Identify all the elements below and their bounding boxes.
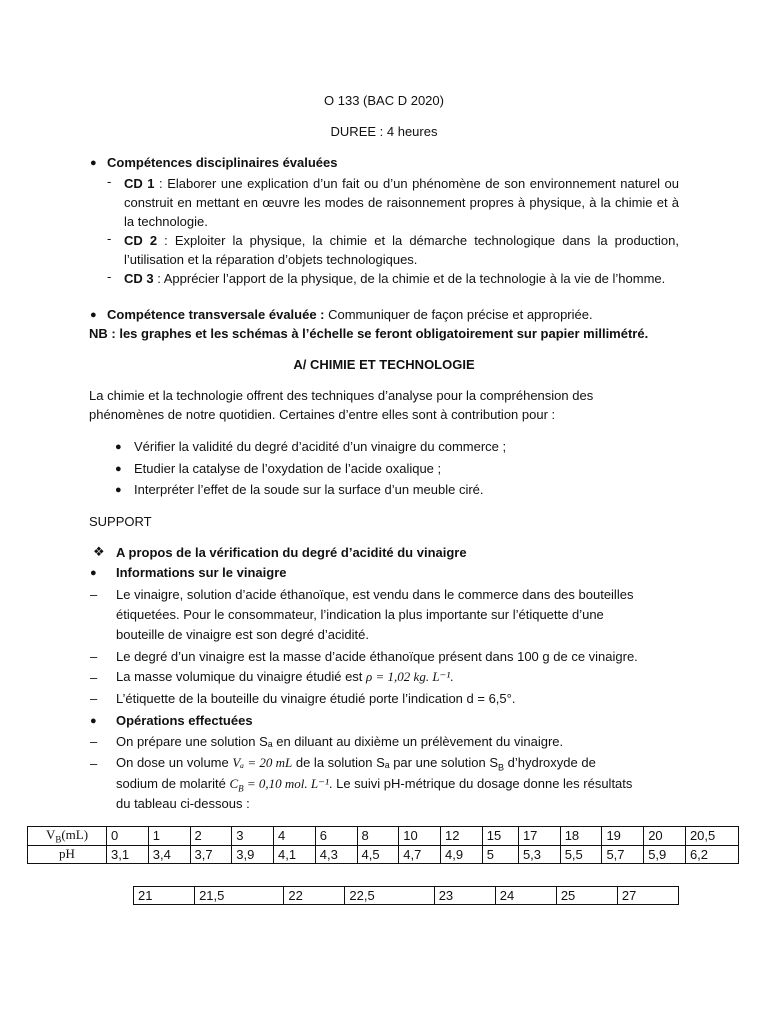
bullet-icon: ●: [115, 484, 122, 496]
table-cell-ph: 6,2: [685, 845, 738, 863]
table-cell-ph: 4,3: [315, 845, 357, 863]
objective-item: Etudier la catalyse de l’oxydation de l’acide oxalique ;: [134, 461, 442, 476]
bullet-icon: ●: [90, 567, 97, 579]
dash-icon: –: [90, 670, 98, 685]
table-cell-vb: 10: [399, 827, 441, 846]
exam-duration: DUREE : 4 heures: [330, 124, 438, 139]
competence-cd3: CD 3 : Apprécier l’apport de la physique, de la chimie et de la technologie à la vie de l’homme.: [124, 271, 666, 286]
table-cell-vb: 1: [148, 827, 190, 846]
bullet-icon: ●: [90, 715, 97, 727]
objective-item: Interpréter l’effet de la soude sur la surface d’un meuble ciré.: [134, 482, 484, 497]
dash-icon: –: [90, 691, 98, 706]
info-1-line-1: Le vinaigre, solution d’acide éthanoïque, est vendu dans le commerce dans des bouteilles: [116, 587, 634, 602]
table-cell-ph: 3,1: [107, 845, 149, 863]
table-cell-vb: 15: [482, 827, 518, 846]
dash-icon: -: [107, 174, 112, 189]
info-2: Le degré d’un vinaigre est la masse d’acide éthanoïque présent dans 100 g de ce vinaigre.: [116, 649, 638, 664]
table-cell-ph: 4,5: [357, 845, 399, 863]
table-cell-vb: 18: [560, 827, 602, 846]
table-cell-ph: 4,9: [441, 845, 483, 863]
table-cell-vb: 24: [495, 887, 556, 905]
nb-note: NB : les graphes et les schémas à l’échelle se feront obligatoirement sur papier millimétré.: [89, 326, 649, 341]
table-cell-vb: 0: [107, 827, 149, 846]
support-label: SUPPORT: [89, 514, 152, 529]
ph-header: pH: [28, 845, 107, 863]
table-cell-vb: 12: [441, 827, 483, 846]
table-cell-ph: 5,5: [560, 845, 602, 863]
bullet-icon: ●: [115, 441, 122, 453]
dash-icon: –: [90, 649, 98, 664]
titration-table: [27, 826, 739, 864]
info-4: L’étiquette de la bouteille du vinaigre étudié porte l’indication d = 6,5°.: [116, 691, 516, 706]
ops-heading: Opérations effectuées: [116, 713, 253, 728]
table-cell-vb: 20: [644, 827, 686, 846]
table-cell-vb: 20,5: [685, 827, 738, 846]
table-cell-ph: 3,9: [232, 845, 274, 863]
table-cell-vb: 27: [617, 887, 678, 905]
info-1-line-3: bouteille de vinaigre est son degré d’acidité.: [116, 627, 369, 642]
competence-cd1: CD 1 : Elaborer une explication d’un fait ou d’un phénomène de son environnement naturel ou construit en mettant en œuvre les modes de raisonnement propres à physique, à la chimie et à la technologie.: [124, 176, 679, 229]
table-cell-ph: 3,4: [148, 845, 190, 863]
exam-code: O 133 (BAC D 2020): [324, 93, 444, 108]
op-2-line-3: du tableau ci-dessous :: [116, 796, 250, 811]
dash-icon: –: [90, 734, 98, 749]
op-2-line-2: sodium de molarité $C_B = 0,10$ mol. L⁻¹. Le suivi pH-métrique du dosage donne les résultats: [116, 776, 633, 794]
objective-item: Vérifier la validité du degré d’acidité d’un vinaigre du commerce ;: [134, 439, 507, 454]
table-cell-ph: 5: [482, 845, 518, 863]
table-cell-vb: 25: [556, 887, 617, 905]
table-cell-ph: 3,7: [190, 845, 232, 863]
competences-title: Compétences disciplinaires évaluées: [107, 155, 338, 170]
bullet-icon: ●: [115, 463, 122, 475]
vb-header: $V_B(mL)$: [28, 827, 107, 846]
table-cell-vb: 23: [434, 887, 495, 905]
table-cell-vb: 22,5: [345, 887, 434, 905]
bullet-icon: ●: [90, 309, 97, 321]
competence-cd2: CD 2 : Exploiter la physique, la chimie et la démarche technologique dans la production, l’utilisation et la réparation d’objets technologiques.: [124, 233, 679, 267]
op-1: On prépare une solution Sₐ en diluant au dixième un prélèvement du vinaigre.: [116, 734, 564, 749]
diamond-bullet-icon: ❖: [93, 544, 105, 559]
table-row-ph: [28, 845, 739, 863]
table-cell-vb: 21,5: [195, 887, 284, 905]
info-heading: Informations sur le vinaigre: [116, 565, 287, 580]
table-cell-vb: 22: [284, 887, 345, 905]
vinaigre-heading: A propos de la vérification du degré d’acidité du vinaigre: [116, 545, 467, 560]
table-cell-vb: 8: [357, 827, 399, 846]
op-2-line-1: On dose un volume Vₐ = 20 mL de la solution Sₐ par une solution $S_B$ d’hydroxyde de: [116, 755, 596, 773]
titration-table-continued: [133, 886, 679, 905]
table-cell-ph: 4,7: [399, 845, 441, 863]
table-cell-vb: 6: [315, 827, 357, 846]
table-cell-vb: 2: [190, 827, 232, 846]
intro-line-1: La chimie et la technologie offrent des techniques d’analyse pour la compréhension des: [89, 388, 594, 403]
dash-icon: –: [90, 756, 98, 771]
section-a-title: A/ CHIMIE ET TECHNOLOGIE: [293, 357, 475, 372]
info-1-line-2: étiquetées. Pour le consommateur, l’indication la plus importante sur l’étiquette d’une: [116, 607, 604, 622]
table-cell-vb: 19: [602, 827, 644, 846]
table-cell-ph: 5,3: [518, 845, 560, 863]
table-cell-ph: 5,9: [644, 845, 686, 863]
table-row-vb-continued: [134, 887, 679, 905]
intro-line-2: phénomènes de notre quotidien. Certaines d’entre elles sont à contribution pour :: [89, 407, 556, 422]
dash-icon: –: [90, 587, 98, 602]
table-cell-ph: 4,1: [274, 845, 316, 863]
table-cell-vb: 4: [274, 827, 316, 846]
table-cell-vb: 21: [134, 887, 195, 905]
table-cell-vb: 17: [518, 827, 560, 846]
table-cell-ph: 5,7: [602, 845, 644, 863]
dash-icon: -: [107, 269, 112, 284]
competence-transversale: Compétence transversale évaluée : Communiquer de façon précise et appropriée.: [107, 307, 593, 322]
info-3: La masse volumique du vinaigre étudié est ρ = 1,02 kg. L⁻¹.: [116, 669, 454, 684]
bullet-icon: ●: [90, 157, 97, 169]
table-cell-vb: 3: [232, 827, 274, 846]
dash-icon: -: [107, 231, 112, 246]
table-row-vb: [28, 827, 739, 846]
